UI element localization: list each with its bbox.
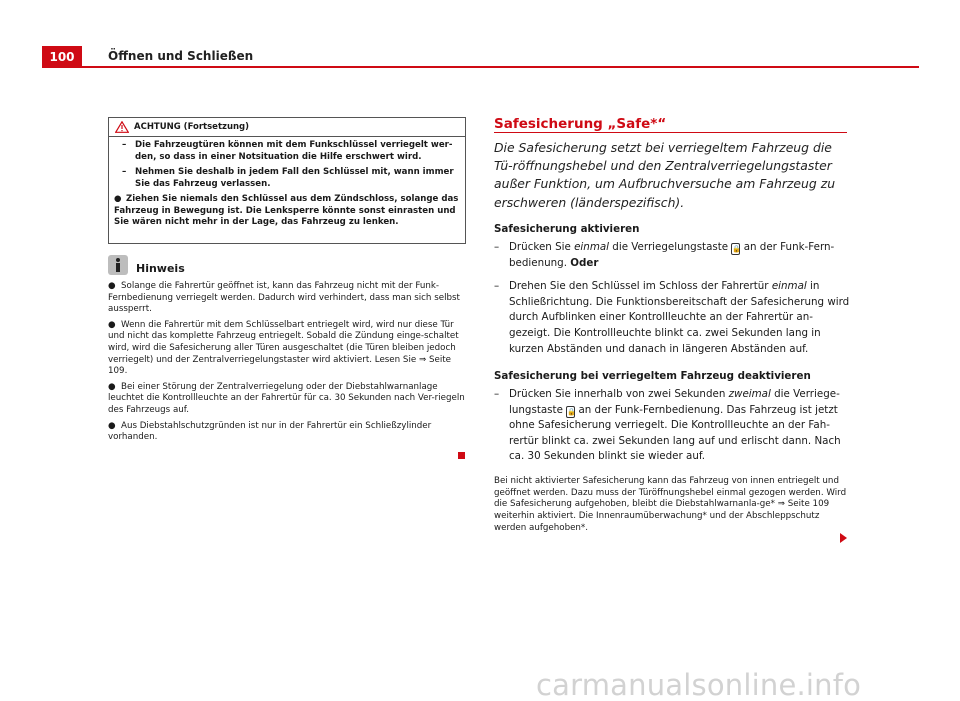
- dash-marker: –: [494, 280, 500, 293]
- lock-key-icon: 🔒: [732, 245, 742, 253]
- deactivate-heading: Safesicherung bei verriegeltem Fahrzeug deaktivieren: [494, 370, 811, 382]
- activate-step-2: [494, 279, 854, 357]
- note-item-text: Solange die Fahrertür geöffnet ist, kann das Fahrzeug nicht mit der Funk-Fernbedienung verriegelt werden. Dadurch wird verhindert, dass man sich selbst aussperrt.: [108, 281, 460, 315]
- warning-header: [109, 118, 465, 137]
- note-item-text: Aus Diebstahlschutzgründen ist nur in der Fahrertür ein Schließzylinder vorhanden.: [108, 420, 432, 443]
- note-item-text: Wenn die Fahrertür mit dem Schlüsselbart entriegelt wird, wird nur diese Tür und nicht das komplette Fahrzeug entriegelt. Sobald die Zündung einge-schaltet wird, wird die Safesicherung aller Türen ausgeschaltet (die Türen bleiben jedoch verriegelt) und der Zentralverriegelungstaster wird aktiviert. Lesen Sie ⇒ Seite 109.: [108, 319, 459, 377]
- activate-steps: [494, 240, 854, 365]
- warning-bullet-item: [114, 194, 461, 229]
- warning-dash-text: Die Fahrzeugtüren können mit dem Funkschlüssel verriegelt wer-den, so dass in einer Notsituation die Hilfe erschwert wird.: [135, 140, 453, 162]
- note-item: [108, 421, 466, 444]
- activate-step-1: [494, 240, 854, 271]
- section-end-marker: [458, 452, 465, 459]
- bullet-marker: ●: [108, 420, 116, 431]
- warning-dash-item: [122, 167, 461, 190]
- note-item: [108, 281, 466, 316]
- bullet-marker: ●: [108, 319, 116, 330]
- continue-arrow-icon: [840, 533, 847, 543]
- warning-triangle-icon: [115, 121, 129, 133]
- section-divider: [494, 132, 847, 133]
- warning-dash-text: Nehmen Sie deshalb in jedem Fall den Schlüssel mit, wann immer Sie das Fahrzeug verlassen.: [135, 167, 454, 189]
- note-item: [108, 320, 466, 378]
- bullet-marker: ●: [108, 281, 116, 291]
- page-header-title: Öffnen und Schließen: [108, 49, 254, 63]
- deactivate-step: [494, 387, 854, 465]
- note-item-text: Bei einer Störung der Zentralverriegelung oder der Diebstahlwarnanlage leuchtet die Kontrollleuchte an der Fahrertür für ca. 30 Sekunden nach Ver-riegeln des Fahrzeugs auf.: [108, 381, 465, 415]
- note-body: [108, 281, 466, 448]
- warning-title: ACHTUNG (Fortsetzung): [134, 122, 250, 132]
- section-title: Safesicherung „Safe*“: [494, 116, 667, 132]
- lock-key-icon: 🔒: [567, 407, 576, 416]
- dash-marker: –: [494, 241, 500, 253]
- dash-marker: –: [122, 140, 127, 150]
- warning-bullet-text: Ziehen Sie niemals den Schlüssel aus dem Zündschloss, solange das Fahrzeug in Bewegung ist. Die Lenksperre könnte sonst einrasten und Sie wären nicht mehr in der Lage, das Fahrzeug zu lenken.: [114, 194, 459, 227]
- bullet-marker: ●: [108, 381, 116, 392]
- deactivate-steps: [494, 387, 854, 473]
- note-item: [108, 382, 466, 417]
- info-icon: [108, 255, 128, 275]
- dash-marker: –: [494, 388, 500, 400]
- watermark: carmanualsonline.info: [536, 668, 862, 701]
- section-intro: Die Safesicherung setzt bei verriegeltem Fahrzeug die Tü-röffnungshebel und den Zentralverriegelungstaster außer Funktion, um Aufbruchversuche am Fahrzeug zu erschweren (länderspezifisch).: [494, 140, 836, 210]
- step-text: Drehen Sie den Schlüssel im Schloss der Fahrertür einmal in Schließrichtung. Die Funktionsbereitschaft der Safesicherung wird durch Aufblinken einer Kontrollleuchte an der Fahrertür an-gezeigt. Die Kontrollleuchte blinkt ca. zwei Sekunden lang in kurzen Abständen und danach in längeren Abständen auf.: [509, 280, 850, 355]
- page-number: 100: [42, 46, 82, 68]
- section-footer-paragraph: Bei nicht aktivierter Safesicherung kann das Fahrzeug von innen entriegelt und geöffnet werden. Dazu muss der Türöffnungshebel einmal gezogen werden. Wird die Safesicherung aufgehoben, bleibt die Diebstahlwarnanla-ge* ⇒ Seite 109 weiterhin aktiviert. Die Innenraumüberwachung* und der Abschleppschutz werden aufgehoben*.: [494, 476, 847, 533]
- step-text: Drücken Sie einmal die Verriegelungstaste 🔒 an der Funk-Fern-bedienung. Oder: [509, 241, 835, 269]
- note-title: Hinweis: [136, 262, 185, 275]
- warning-dash-item: [122, 140, 461, 163]
- warning-body: [109, 137, 465, 229]
- header-divider: [42, 66, 919, 68]
- warning-box: [108, 117, 466, 244]
- bullet-marker: ●: [114, 194, 122, 204]
- note-header: [108, 255, 185, 275]
- activate-heading: Safesicherung aktivieren: [494, 223, 640, 235]
- step-text: Drücken Sie innerhalb von zwei Sekunden zweimal die Verriege-lungstaste 🔒 an der Funk-Fernbedienung. Das Fahrzeug ist jetzt ohne Safesicherung verriegelt. Die Kontrollleuchte an der Fah-rertür blinkt ca. zwei Sekunden lang auf und erlischt dann. Nach ca. 30 Sekunden blinkt sie wieder auf.: [509, 388, 841, 463]
- dash-marker: –: [122, 167, 127, 177]
